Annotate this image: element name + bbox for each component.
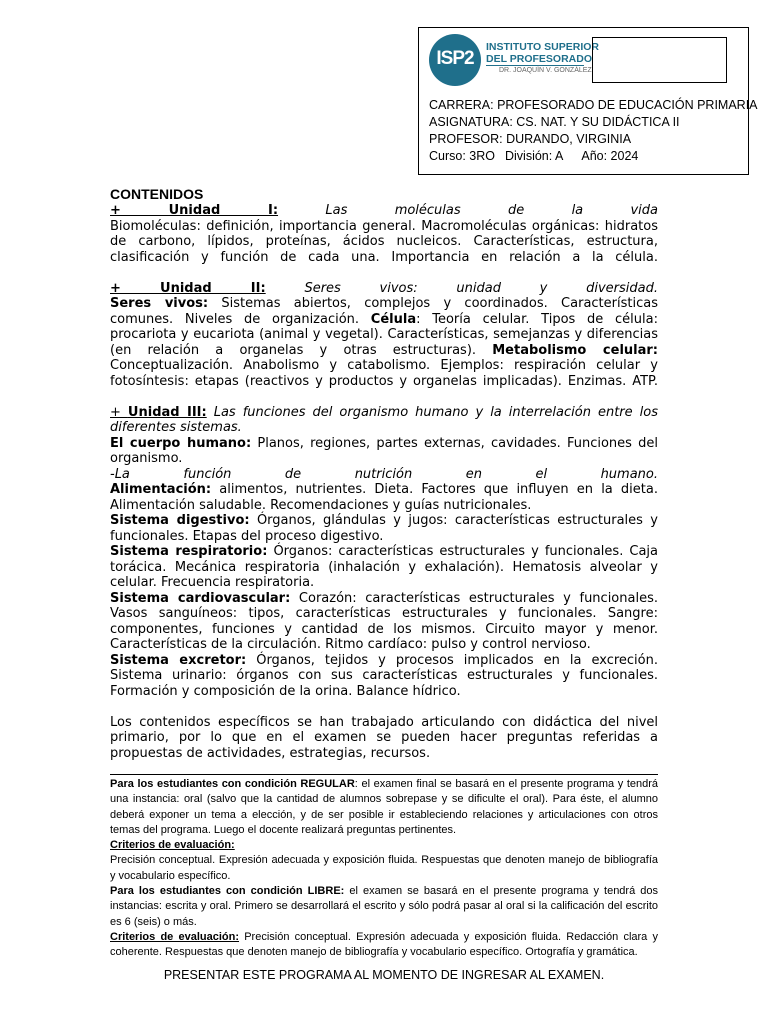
regular-text: : el examen final se basará en el presente programa y tendrá una instancia: oral (salvo que la cantidad de alumnos sobrepase y se dificulte el oral). Para éste, el alumno deberá exponer un tema a elección, y de ser posible ir estableciendo relaciones y articulaciones con otros temas del programa. Luego el docente realizará preguntas pertinentes.: [110, 778, 659, 836]
unit-1-heading: [110, 203, 658, 219]
criteria-2-label: Criterios de evaluación:: [110, 930, 240, 943]
respiratorio-label: Sistema respiratorio:: [110, 544, 268, 559]
libre-text: el examen se basará en el presente programa y tendrá dos instancias: escrita y oral. Primero se desarrollará el escrito y sólo podrá pasar al oral si la calificación del escrito es 6 (seis) o más.: [110, 885, 658, 928]
final-instruction: PRESENTAR ESTE PROGRAMA AL MOMENTO DE INGRESAR AL EXAMEN.: [163, 968, 605, 982]
cardiovascular-label: Sistema cardiovascular:: [110, 590, 291, 606]
alimentacion-label: Alimentación:: [110, 482, 212, 497]
respiratorio-para: [110, 544, 658, 591]
curso-line: [429, 148, 758, 165]
unit-2-label: + Unidad II:: [110, 280, 266, 296]
alimentacion-text: alimentos, nutrientes. Dieta. Factores que influyen en la dieta. Alimentación saludable. Recomendaciones y guías nutricionales.: [110, 482, 658, 513]
unit-2-heading: [110, 281, 658, 297]
metabolismo-text: Conceptualización. Anabolismo y catabolismo. Ejemplos: respiración celular y fotosíntesis: etapas (reactivos y productos y organelas implicadas). Enzimas. ATP.: [110, 358, 658, 389]
libre-label: Para los estudiantes con condición LIBRE:: [110, 885, 345, 898]
criteria-1-heading: [110, 838, 658, 853]
digestivo-text: Órganos, glándulas y jugos: características estructurales y funcionales. Etapas del proceso digestivo.: [110, 513, 658, 544]
respiratorio-text: Órganos: características estructurales y funcionales. Caja torácica. Mecánica respiratoria (inhalación y exhalación). Hematosis alveolar y celular. Frecuencia respiratoria.: [110, 544, 658, 590]
contenidos-title: CONTENIDOS: [110, 186, 204, 202]
regular-para: [110, 777, 658, 838]
criteria-1-text: Precisión conceptual. Expresión adecuada y exposición fluida. Respuestas que denoten manejo de bibliografía y vocabulario específico.: [110, 854, 658, 882]
excretor-label: Sistema excretor:: [110, 652, 247, 668]
asignatura-line: ASIGNATURA: CS. NAT. Y SU DIDÁCTICA II: [429, 115, 680, 129]
contenidos-section: [110, 186, 658, 761]
unit-3-heading: [110, 405, 658, 436]
header-info: [429, 97, 758, 165]
unit-3-title: Las funciones del organismo humano y la interrelación entre los diferentes sistemas.: [110, 404, 658, 435]
metabolismo-label: Metabolismo celular:: [492, 342, 659, 358]
alimentacion-para: [110, 482, 658, 513]
logo-line-2: DEL PROFESORADO: [486, 53, 592, 65]
nutricion-line: [110, 467, 658, 483]
profesor-line: PROFESOR: DURANDO, VIRGINIA: [429, 132, 632, 146]
cuerpo-humano-label: El cuerpo humano:: [110, 435, 252, 451]
digestivo-label: Sistema digestivo:: [110, 513, 250, 528]
unit-1-body: Biomoléculas: definición, importancia general. Macromoléculas orgánicas: hidratos de carbono, lípidos, proteínas, ácidos nucleicos. Características, estructura, clasificación y función de cada una. Importancia en relación a la célula.: [110, 218, 658, 265]
logo-line-3: DR. JOAQUÍN V. GONZÁLEZ: [499, 67, 592, 74]
cardiovascular-para: [110, 591, 658, 653]
unit-2-title: Seres vivos: unidad y diversidad.: [304, 280, 658, 296]
header-box: [418, 27, 758, 175]
celula-label: Célula: [370, 311, 417, 327]
anio-text: Año: 2024: [581, 149, 639, 163]
criteria-2-para: [110, 930, 658, 961]
regular-label: Para los estudiantes con condición REGULAR: [110, 778, 355, 790]
logo-rule: [486, 65, 584, 66]
institute-logo: [429, 34, 599, 84]
blank-box: [592, 37, 727, 83]
unit-1-title: Las moléculas de la vida: [325, 203, 658, 218]
division-text: División: A: [505, 149, 564, 163]
excretor-para: [110, 653, 658, 700]
curso-text: Curso: 3RO: [429, 149, 495, 163]
logo-line-1: INSTITUTO SUPERIOR: [486, 41, 599, 53]
celula-text: : Teoría celular. Tipos de célula: procariota y eucariota (animal y vegetal). Características, semejanzas y diferencias (en relación a organelas y otras estructuras).: [110, 311, 658, 358]
cuerpo-humano-para: [110, 436, 658, 467]
criteria-1-label: Criterios de evaluación:: [110, 839, 235, 852]
didactica-note: Los contenidos específicos se han trabajado articulando con didáctica del nivel primario, por lo que en el examen se pueden hacer preguntas referidas a propuestas de actividades, estrategias, recursos.: [110, 714, 658, 761]
seres-vivos-label: Seres vivos:: [110, 296, 209, 311]
unit-2-body: [110, 296, 658, 389]
digestivo-para: [110, 513, 658, 544]
unit-3-label: Unidad III:: [127, 404, 207, 420]
carrera-line: CARRERA: PROFESORADO DE EDUCACIÓN PRIMARIA: [429, 98, 758, 112]
libre-para: [110, 884, 658, 930]
logo-mark: ISP2: [436, 48, 474, 69]
nutricion-text: -La función de nutrición en el humano.: [110, 466, 658, 482]
seres-vivos-text: Sistemas abiertos, complejos y coordinados. Características comunes. Niveles de organización.: [110, 296, 658, 327]
cuerpo-humano-text: Planos, regiones, partes externas, cavidades. Funciones del organismo.: [110, 435, 658, 466]
cardiovascular-text: Corazón: características estructurales y funcionales. Vasos sanguíneos: tipos, características estructurales y funcionales. Sangre: componentes, funciones y cantidad de los mismos. Circuito mayor y menor. Características de la circulación. Ritmo cardíaco: pulso y control nervioso.: [110, 590, 658, 652]
unit-3-plus: +: [110, 404, 128, 420]
criteria-2-text: Precisión conceptual. Expresión adecuada y exposición fluida. Redacción clara y coherente. Respuestas que denoten manejo de bibliografía y vocabulario específico. Ortografía y gramática.: [110, 930, 658, 959]
excretor-text: Órganos, tejidos y procesos implicados en la excreción. Sistema urinario: órganos con sus características estructurales y funcionales. Formación y composición de la orina. Balance hídrico.: [110, 652, 658, 699]
unit-1-label: + Unidad I:: [110, 203, 279, 218]
section-divider: [110, 774, 658, 775]
evaluation-section: [110, 777, 658, 961]
